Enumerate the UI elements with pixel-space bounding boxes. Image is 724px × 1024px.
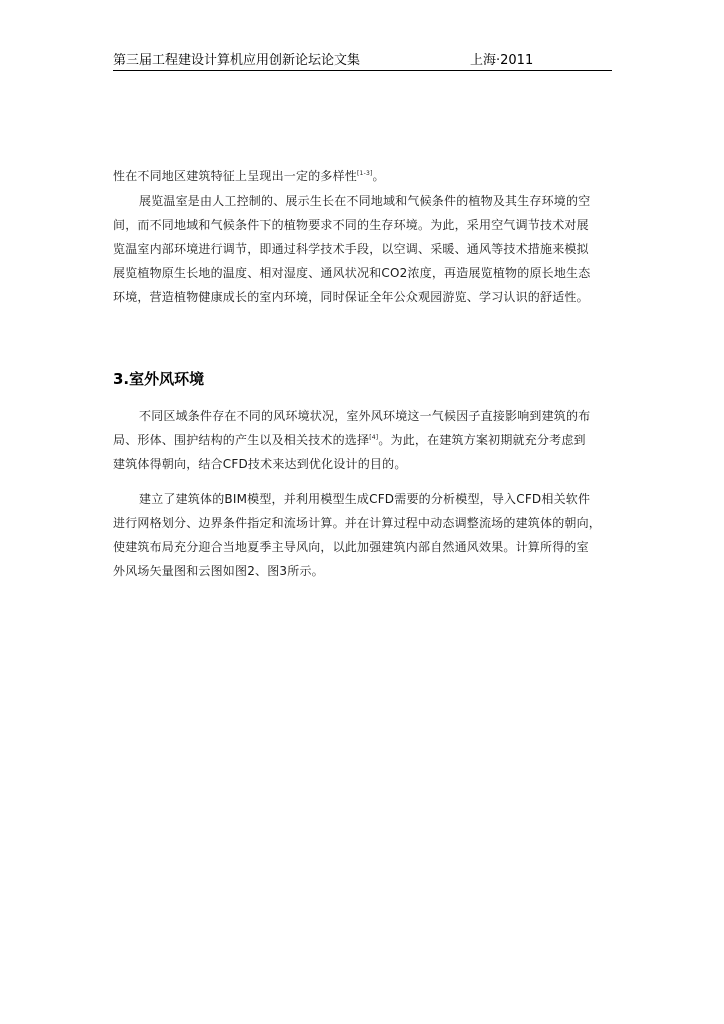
running-header bbox=[113, 52, 612, 70]
citation-ref: [4] bbox=[369, 434, 379, 441]
paragraph-continuation bbox=[113, 164, 618, 188]
header-rule bbox=[113, 70, 612, 71]
paragraph-line: 外风场矢量图和云图如图2、图3所示。 bbox=[113, 564, 324, 578]
paragraph-text: 性在不同地区建筑特征上呈现出一定的多样性 bbox=[113, 169, 358, 183]
paragraph-line bbox=[113, 164, 618, 188]
paragraph-line bbox=[113, 428, 618, 452]
paragraph-text: 局、形体、围护结构的产生以及相关技术的选择 bbox=[113, 433, 370, 447]
paragraph-greenhouse bbox=[113, 189, 618, 309]
paragraph-line: 进行网格划分、边界条件指定和流场计算。并在计算过程中动态调整流场的建筑体的朝向， bbox=[113, 516, 602, 530]
paragraph-line: 展览植物原生长地的温度、相对湿度、通风状况和CO2浓度，再造展览植物的原长地生态 bbox=[113, 266, 591, 280]
header-location-year: 上海·2011 bbox=[470, 53, 534, 68]
citation-ref: [1-3] bbox=[357, 170, 373, 177]
paragraph-text-end: 。 bbox=[372, 169, 385, 183]
paragraph-line: 展览温室是由人工控制的、展示生长在不同地域和气候条件的植物及其生存环境的空 bbox=[139, 194, 591, 208]
section-heading: 3.室外风环境 bbox=[113, 370, 205, 388]
paragraph-line: 使建筑布局充分迎合当地夏季主导风向，以此加强建筑内部自然通风效果。计算所得的室 bbox=[113, 540, 589, 554]
paragraph-wind-environment bbox=[113, 404, 618, 476]
paragraph-line: 不同区域条件存在不同的风环境状况，室外风环境这一气候因子直接影响到建筑的布 bbox=[139, 409, 591, 423]
paragraph-line: 建立了建筑体的BIM模型，并利用模型生成CFD需要的分析模型，导入CFD相关软件 bbox=[139, 492, 591, 506]
paragraph-line: 间，而不同地域和气候条件下的植物要求不同的生存环境。为此，采用空气调节技术对展 bbox=[113, 218, 589, 232]
paragraph-bim-cfd bbox=[113, 487, 618, 583]
paragraph-line: 建筑体得朝向，结合CFD技术来达到优化设计的目的。 bbox=[113, 457, 407, 471]
header-proceedings-title: 第三届工程建设计算机应用创新论坛论文集 bbox=[113, 53, 361, 68]
paragraph-line: 环境，营造植物健康成长的室内环境，同时保证全年公众观园游览、学习认识的舒适性。 bbox=[113, 290, 589, 304]
paragraph-line: 览温室内部环境进行调节，即通过科学技术手段，以空调、采暖、通风等技术措施来模拟 bbox=[113, 242, 589, 256]
paragraph-text-end: 。为此，在建筑方案初期就充分考虑到 bbox=[378, 433, 586, 447]
